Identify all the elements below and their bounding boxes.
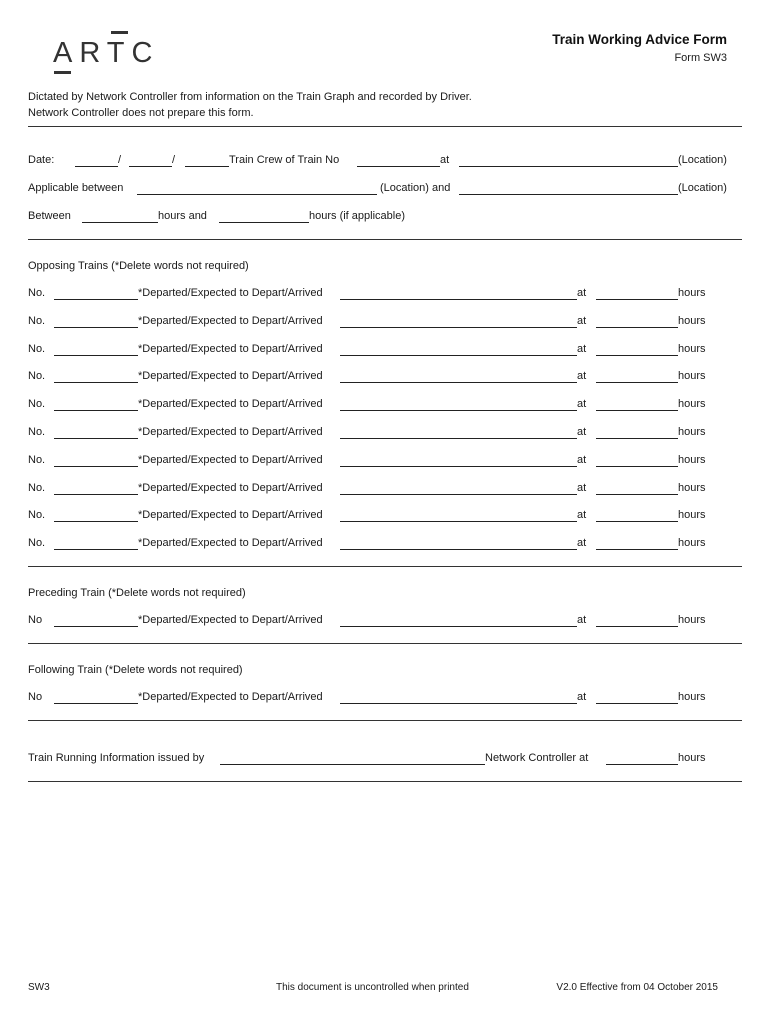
opposing-train-no-field[interactable] <box>54 355 138 356</box>
row-hours-label: hours <box>678 691 706 703</box>
row-no-label: No. <box>28 343 46 355</box>
preceding-location-field[interactable] <box>340 626 577 627</box>
logo-overline-mark <box>111 31 128 34</box>
date-month-field[interactable] <box>129 166 172 167</box>
row-hours-label: hours <box>678 426 706 438</box>
opposing-train-no-field[interactable] <box>54 549 138 550</box>
row-no-label: No <box>28 691 43 703</box>
from-hours-field[interactable] <box>82 222 158 223</box>
location-field[interactable] <box>459 166 678 167</box>
following-train-heading: Following Train (*Delete words not required) <box>28 664 243 676</box>
row-status-label: *Departed/Expected to Depart/Arrived <box>138 426 323 438</box>
between-label: Between <box>28 210 71 222</box>
row-at-label: at <box>577 343 587 355</box>
following-train-no-field[interactable] <box>54 703 138 704</box>
form-title: Train Working Advice Form <box>552 32 727 47</box>
row-status-label: *Departed/Expected to Depart/Arrived <box>138 370 323 382</box>
row-hours-label: hours <box>678 370 706 382</box>
opposing-location-field[interactable] <box>340 327 577 328</box>
row-no-label: No. <box>28 537 46 549</box>
row-hours-label: hours <box>678 454 706 466</box>
date-separator: / <box>172 154 176 166</box>
applicable-between-label: Applicable between <box>28 182 124 194</box>
divider <box>28 781 742 782</box>
preceding-train-heading: Preceding Train (*Delete words not required) <box>28 587 246 599</box>
row-no-label: No. <box>28 509 46 521</box>
opposing-hours-field[interactable] <box>596 327 678 328</box>
row-at-label: at <box>577 482 587 494</box>
opposing-location-field[interactable] <box>340 410 577 411</box>
opposing-location-field[interactable] <box>340 382 577 383</box>
artc-logo <box>53 31 163 79</box>
controller-at-label: Network Controller at <box>485 752 589 764</box>
row-at-label: at <box>577 370 587 382</box>
opposing-location-field[interactable] <box>340 466 577 467</box>
divider <box>28 643 742 644</box>
opposing-train-no-field[interactable] <box>54 466 138 467</box>
hours-if-applicable-label: hours (if applicable) <box>309 210 405 222</box>
row-status-label: *Departed/Expected to Depart/Arrived <box>138 454 323 466</box>
opposing-train-no-field[interactable] <box>54 438 138 439</box>
row-status-label: *Departed/Expected to Depart/Arrived <box>138 509 323 521</box>
divider <box>28 720 742 721</box>
row-hours-label: hours <box>678 343 706 355</box>
intro-line-2: Network Controller does not prepare this form. <box>28 107 254 119</box>
preceding-train-no-field[interactable] <box>54 626 138 627</box>
row-no-label: No. <box>28 287 46 299</box>
preceding-hours-field[interactable] <box>596 626 678 627</box>
divider <box>28 239 742 240</box>
form-number: Form SW3 <box>674 52 727 64</box>
footer-uncontrolled-note: This document is uncontrolled when printed <box>276 982 469 993</box>
row-no-label: No. <box>28 426 46 438</box>
row-no-label: No. <box>28 398 46 410</box>
location-and-label: (Location) and <box>380 182 451 194</box>
opposing-train-no-field[interactable] <box>54 521 138 522</box>
logo-underline-mark <box>54 71 71 74</box>
row-status-label: *Departed/Expected to Depart/Arrived <box>138 537 323 549</box>
intro-line-1: Dictated by Network Controller from information on the Train Graph and recorded by Driver. <box>28 91 472 103</box>
opposing-location-field[interactable] <box>340 355 577 356</box>
row-at-label: at <box>577 426 587 438</box>
row-status-label: *Departed/Expected to Depart/Arrived <box>138 315 323 327</box>
row-hours-label: hours <box>678 509 706 521</box>
row-at-label: at <box>577 509 587 521</box>
opposing-train-no-field[interactable] <box>54 327 138 328</box>
issued-by-label: Train Running Information issued by <box>28 752 205 764</box>
row-at-label: at <box>577 287 587 299</box>
row-no-label: No. <box>28 370 46 382</box>
row-no-label: No. <box>28 315 46 327</box>
opposing-train-no-field[interactable] <box>54 494 138 495</box>
row-hours-label: hours <box>678 398 706 410</box>
row-status-label: *Departed/Expected to Depart/Arrived <box>138 482 323 494</box>
issued-by-field[interactable] <box>220 764 485 765</box>
hours-and-label: hours and <box>158 210 207 222</box>
footer-version: V2.0 Effective from 04 October 2015 <box>556 982 718 993</box>
crew-label: Train Crew of Train No <box>229 154 340 166</box>
opposing-location-field[interactable] <box>340 521 577 522</box>
opposing-hours-field[interactable] <box>596 466 678 467</box>
following-hours-field[interactable] <box>596 703 678 704</box>
train-no-field[interactable] <box>357 166 440 167</box>
opposing-hours-field[interactable] <box>596 494 678 495</box>
row-at-label: at <box>577 691 587 703</box>
row-at-label: at <box>577 398 587 410</box>
opposing-hours-field[interactable] <box>596 438 678 439</box>
opposing-hours-field[interactable] <box>596 382 678 383</box>
opposing-train-no-field[interactable] <box>54 410 138 411</box>
row-status-label: *Departed/Expected to Depart/Arrived <box>138 614 323 626</box>
opposing-hours-field[interactable] <box>596 299 678 300</box>
opposing-location-field[interactable] <box>340 438 577 439</box>
date-year-field[interactable] <box>185 166 229 167</box>
row-no-label: No <box>28 614 43 626</box>
opposing-location-field[interactable] <box>340 494 577 495</box>
date-day-field[interactable] <box>75 166 118 167</box>
opposing-train-no-field[interactable] <box>54 382 138 383</box>
location-label: (Location) <box>678 154 727 166</box>
row-status-label: *Departed/Expected to Depart/Arrived <box>138 343 323 355</box>
opposing-trains-heading: Opposing Trains (*Delete words not required) <box>28 260 249 272</box>
row-no-label: No. <box>28 482 46 494</box>
date-label: Date: <box>28 154 55 166</box>
logo-text: ARTC <box>53 37 160 69</box>
divider <box>28 566 742 567</box>
issued-hours-label: hours <box>678 752 706 764</box>
opposing-hours-field[interactable] <box>596 521 678 522</box>
row-status-label: *Departed/Expected to Depart/Arrived <box>138 398 323 410</box>
divider <box>28 126 742 127</box>
from-location-field[interactable] <box>137 194 377 195</box>
row-hours-label: hours <box>678 537 706 549</box>
row-status-label: *Departed/Expected to Depart/Arrived <box>138 691 323 703</box>
to-location-field[interactable] <box>459 194 678 195</box>
row-status-label: *Departed/Expected to Depart/Arrived <box>138 287 323 299</box>
at-label: at <box>440 154 450 166</box>
footer-code: SW3 <box>28 982 50 993</box>
to-hours-field[interactable] <box>219 222 309 223</box>
row-at-label: at <box>577 315 587 327</box>
row-at-label: at <box>577 614 587 626</box>
location-label: (Location) <box>678 182 727 194</box>
row-hours-label: hours <box>678 614 706 626</box>
opposing-hours-field[interactable] <box>596 355 678 356</box>
issued-hours-field[interactable] <box>606 764 678 765</box>
following-location-field[interactable] <box>340 703 577 704</box>
row-at-label: at <box>577 454 587 466</box>
row-hours-label: hours <box>678 482 706 494</box>
opposing-location-field[interactable] <box>340 549 577 550</box>
opposing-hours-field[interactable] <box>596 410 678 411</box>
row-hours-label: hours <box>678 287 706 299</box>
date-separator: / <box>118 154 122 166</box>
row-at-label: at <box>577 537 587 549</box>
row-hours-label: hours <box>678 315 706 327</box>
opposing-location-field[interactable] <box>340 299 577 300</box>
opposing-train-no-field[interactable] <box>54 299 138 300</box>
opposing-hours-field[interactable] <box>596 549 678 550</box>
row-no-label: No. <box>28 454 46 466</box>
